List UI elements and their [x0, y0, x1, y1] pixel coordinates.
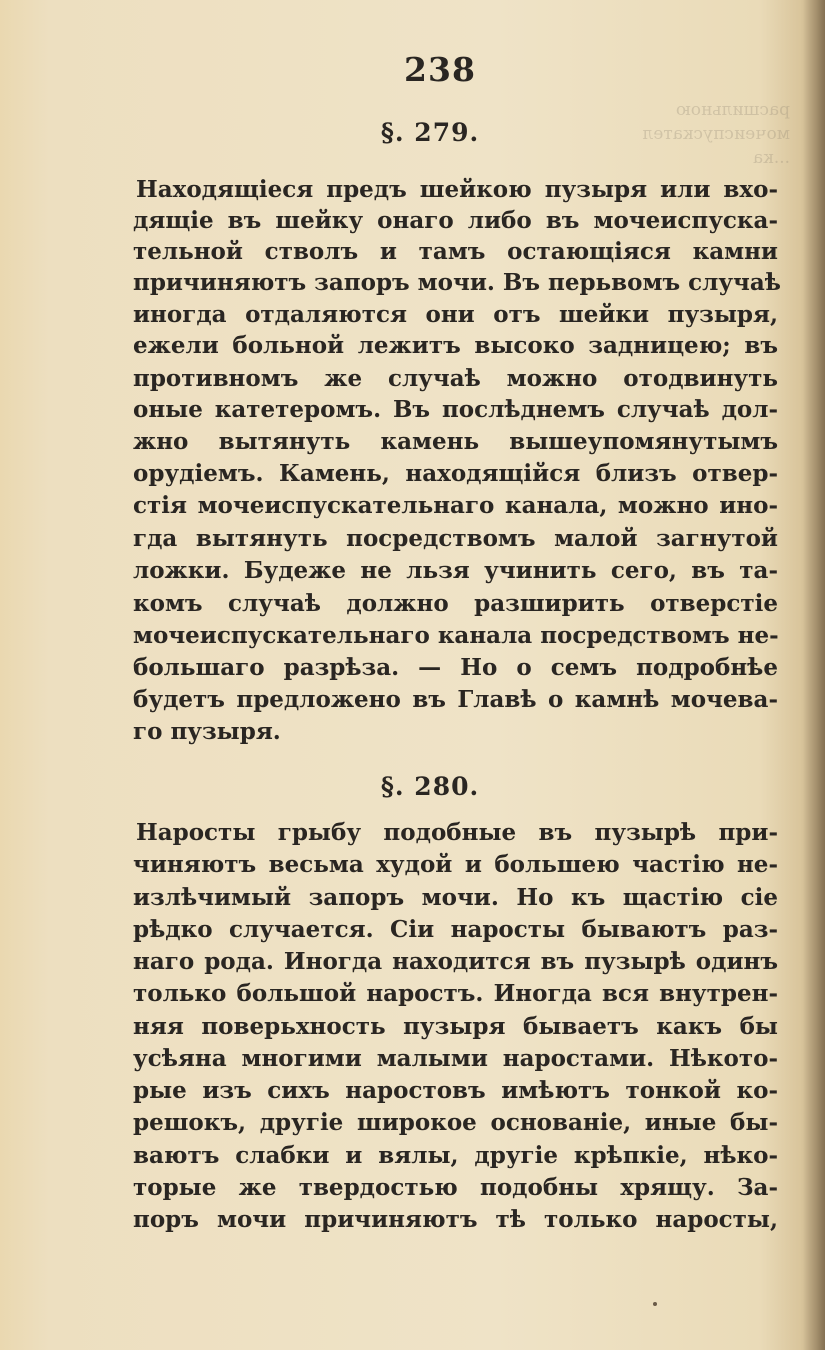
text-line: стія мочеиспускательнаго канала, можно ино-: [133, 492, 778, 519]
text-line: гда вытянуть посредствомъ малой загнутой: [133, 525, 778, 552]
bleed-line: мочеиспускател: [642, 124, 790, 144]
text-line: торые же твердостью подобны хрящу. За-: [133, 1174, 778, 1201]
text-line: поръ мочи причиняютъ тѣ только наросты,: [133, 1206, 778, 1233]
page-number: 238: [404, 50, 476, 89]
text-line: противномъ же случаѣ можно отодвинуть: [133, 365, 778, 392]
text-line: только большой наростъ. Иногда вся внутрен-: [133, 980, 778, 1007]
text-line: будетъ предложено въ Главѣ о камнѣ мочева-: [133, 686, 778, 713]
text-line: большаго разрѣза. — Но о семъ подробнѣе: [133, 654, 778, 681]
text-line: рые изъ сихъ наростовъ имѣютъ тонкой ко-: [133, 1077, 778, 1104]
text-line: излѣчимый запоръ мочи. Но къ щастію сіе: [133, 884, 778, 911]
text-line: няя поверьхность пузыря бываетъ какъ бы: [133, 1013, 778, 1040]
text-line: оные катетеромъ. Въ послѣднемъ случаѣ дол-: [133, 396, 778, 423]
text-line: причиняютъ запоръ мочи. Въ перьвомъ случаѣ: [133, 269, 781, 296]
text-line: комъ случаѣ должно разширить отверстіе: [133, 590, 778, 617]
text-line: ваютъ слабки и вялы, другіе крѣпкіе, нѣко-: [133, 1142, 778, 1169]
bleed-line: ...ка: [753, 148, 790, 168]
text-line: рѣдко случается. Сіи наросты бываютъ раз-: [133, 916, 778, 943]
text-line: ложки. Будеже не льзя учинить сего, въ та-: [133, 557, 778, 584]
text-line: усѣяна многими малыми наростами. Нѣкото-: [133, 1045, 778, 1072]
text-line: Находящіеся предъ шейкою пузыря или вхо-: [136, 176, 778, 203]
text-line: дящіе въ шейку онаго либо въ мочеиспуска-: [133, 207, 778, 234]
text-line: жно вытянуть камень вышеупомянутымъ: [133, 428, 778, 455]
text-line: иногда отдаляются они отъ шейки пузыря,: [133, 301, 778, 328]
section-279-title: §. 279.: [380, 118, 480, 147]
text-line: мочеиспускательнаго канала посредствомъ не-: [133, 622, 779, 649]
text-line: го пузыря.: [133, 718, 281, 745]
text-line: ежели больной лежитъ высоко задницею; въ: [133, 332, 778, 359]
text-line: тельной стволъ и тамъ остающіяся камни: [133, 238, 778, 265]
text-line: Наросты грыбу подобные въ пузырѣ при-: [136, 819, 778, 846]
text-line: чиняютъ весьма худой и большею частію не-: [133, 851, 778, 878]
text-line: наго рода. Иногда находится въ пузырѣ одинъ: [133, 948, 778, 975]
text-line: орудіемъ. Камень, находящійся близъ отвер-: [133, 460, 778, 487]
ink-speck: [653, 1302, 657, 1306]
bleed-line: расшильною: [675, 100, 790, 120]
section-280-title: §. 280.: [380, 772, 480, 801]
text-line: решокъ, другіе широкое основаніе, иные бы-: [133, 1109, 778, 1136]
page-edge-shadow: [803, 0, 825, 1350]
